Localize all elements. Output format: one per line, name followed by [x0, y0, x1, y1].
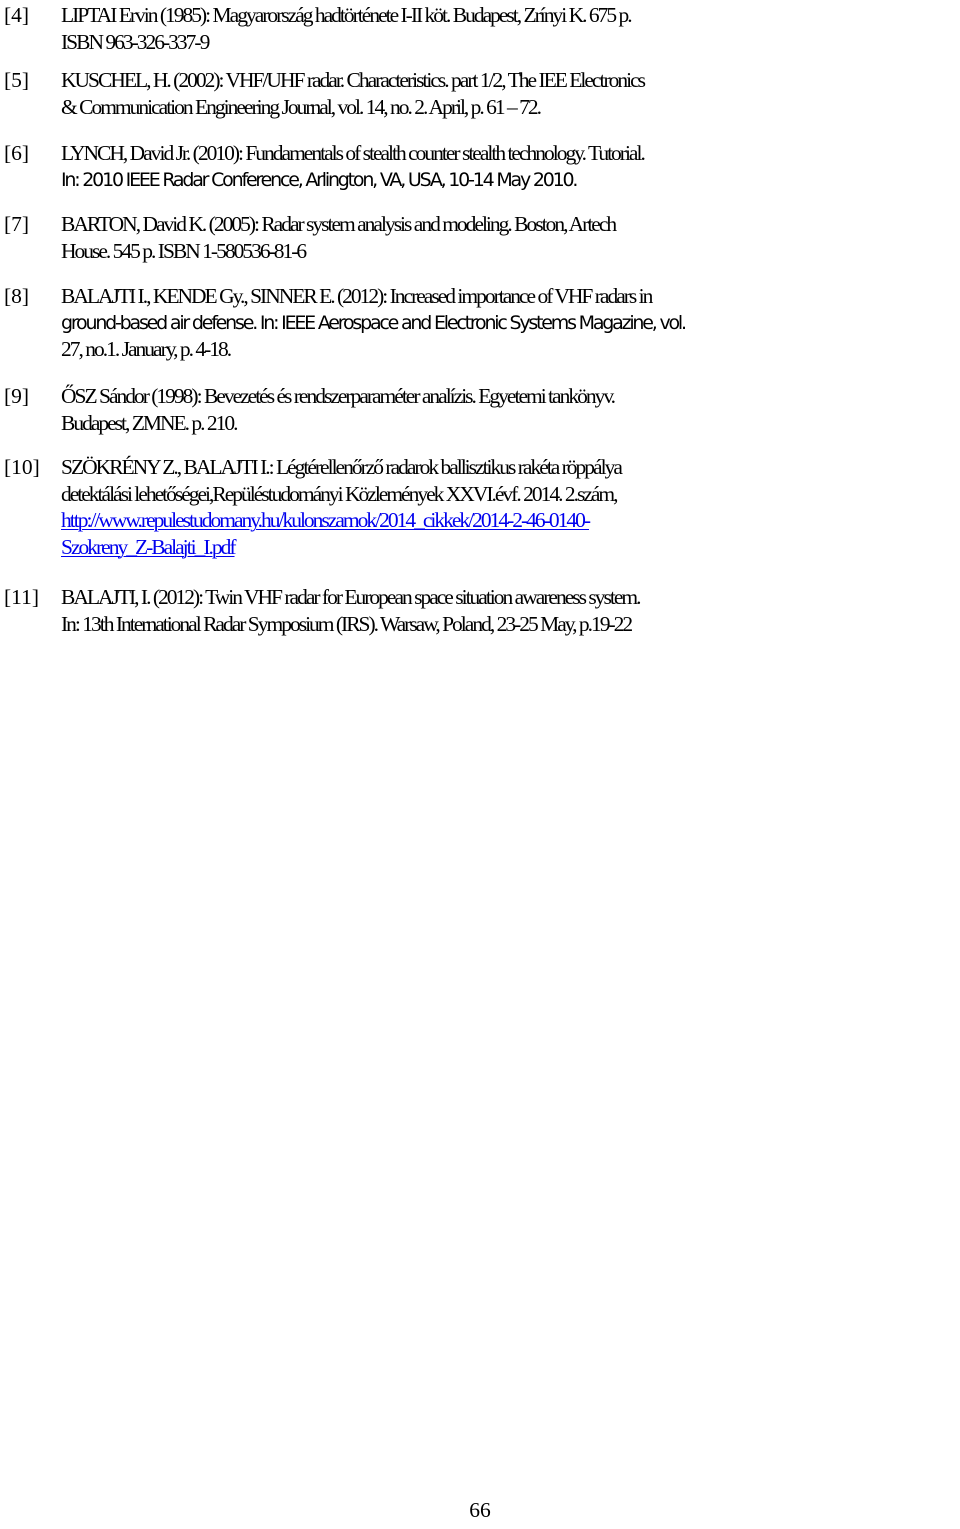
- reference-text: [61, 584, 958, 637]
- reference-text: [61, 454, 958, 560]
- reference-line: LIPTAI Ervin (1985): Magyarország hadtörténete I-II köt. Budapest, Zrínyi K. 675 p.: [61, 3, 631, 27]
- reference-line: & Communication Engineering Journal, vol. 14, no. 2. April, p. 61 – 72.: [61, 94, 541, 119]
- reference-line: In: 13th International Radar Symposium (IRS). Warsaw, Poland, 23-25 May, p.19-22: [61, 611, 632, 636]
- reference-line: ŐSZ Sándor (1998): Bevezetés és rendszerparaméter analízis. Egyetemi tankönyv.: [61, 384, 615, 408]
- reference-line: 27, no.1. January, p. 4-18.: [61, 337, 231, 361]
- page-number: 66: [469, 1498, 491, 1522]
- reference-line: ground-based air defense. In: IEEE Aerospace and Electronic Systems Magazine, vol.: [61, 311, 685, 334]
- reference-line: KUSCHEL, H. (2002): VHF/UHF radar. Characteristics. part 1/2, The IEE Electronics: [61, 68, 644, 92]
- reference-line: House. 545 p. ISBN 1-580536-81-6: [61, 238, 306, 263]
- reference-number: [11]: [4, 585, 40, 609]
- reference-number: [6]: [4, 141, 30, 165]
- reference-number: [8]: [4, 284, 30, 308]
- reference-number: [9]: [4, 384, 30, 408]
- reference-text: [61, 67, 958, 120]
- reference-text: [61, 140, 958, 193]
- reference-number: [4]: [4, 3, 30, 27]
- reference-url-link[interactable]: Szokreny_Z-Balajti_I.pdf: [61, 534, 235, 559]
- reference-line: BALAJTI, I. (2012): Twin VHF radar for European space situation awareness system.: [61, 585, 640, 609]
- reference-line: LYNCH, David Jr. (2010): Fundamentals of stealth counter stealth technology. Tutorial.: [61, 141, 644, 165]
- reference-line: detektálási lehetőségei,Repüléstudományi Közlemények XXVI.évf. 2014. 2.szám,: [61, 481, 617, 506]
- reference-line: BALAJTI I., KENDE Gy., SINNER E. (2012): Increased importance of VHF radars in: [61, 284, 652, 308]
- reference-number: [7]: [4, 212, 30, 236]
- reference-line: BARTON, David K. (2005): Radar system analysis and modeling. Boston, Artech: [61, 212, 616, 236]
- reference-url-link[interactable]: http://www.repulestudomany.hu/kulonszamok/2014_cikkek/2014-2-46-0140-: [61, 508, 589, 532]
- reference-text: [61, 211, 958, 264]
- reference-line: Budapest, ZMNE. p. 210.: [61, 410, 237, 435]
- reference-line: SZÖKRÉNY Z., BALAJTI I.: Légtérellenőrző radarok ballisztikus rakéta röppálya: [61, 455, 621, 479]
- reference-number: [5]: [4, 68, 30, 92]
- reference-number: [10]: [4, 455, 40, 479]
- reference-line: In: 2010 IEEE Radar Conference, Arlington, VA, USA, 10-14 May 2010.: [61, 168, 577, 191]
- reference-line: ISBN 963-326-337-9: [61, 29, 209, 54]
- reference-text: [61, 2, 958, 55]
- reference-text: [61, 283, 958, 363]
- reference-text: [61, 383, 958, 436]
